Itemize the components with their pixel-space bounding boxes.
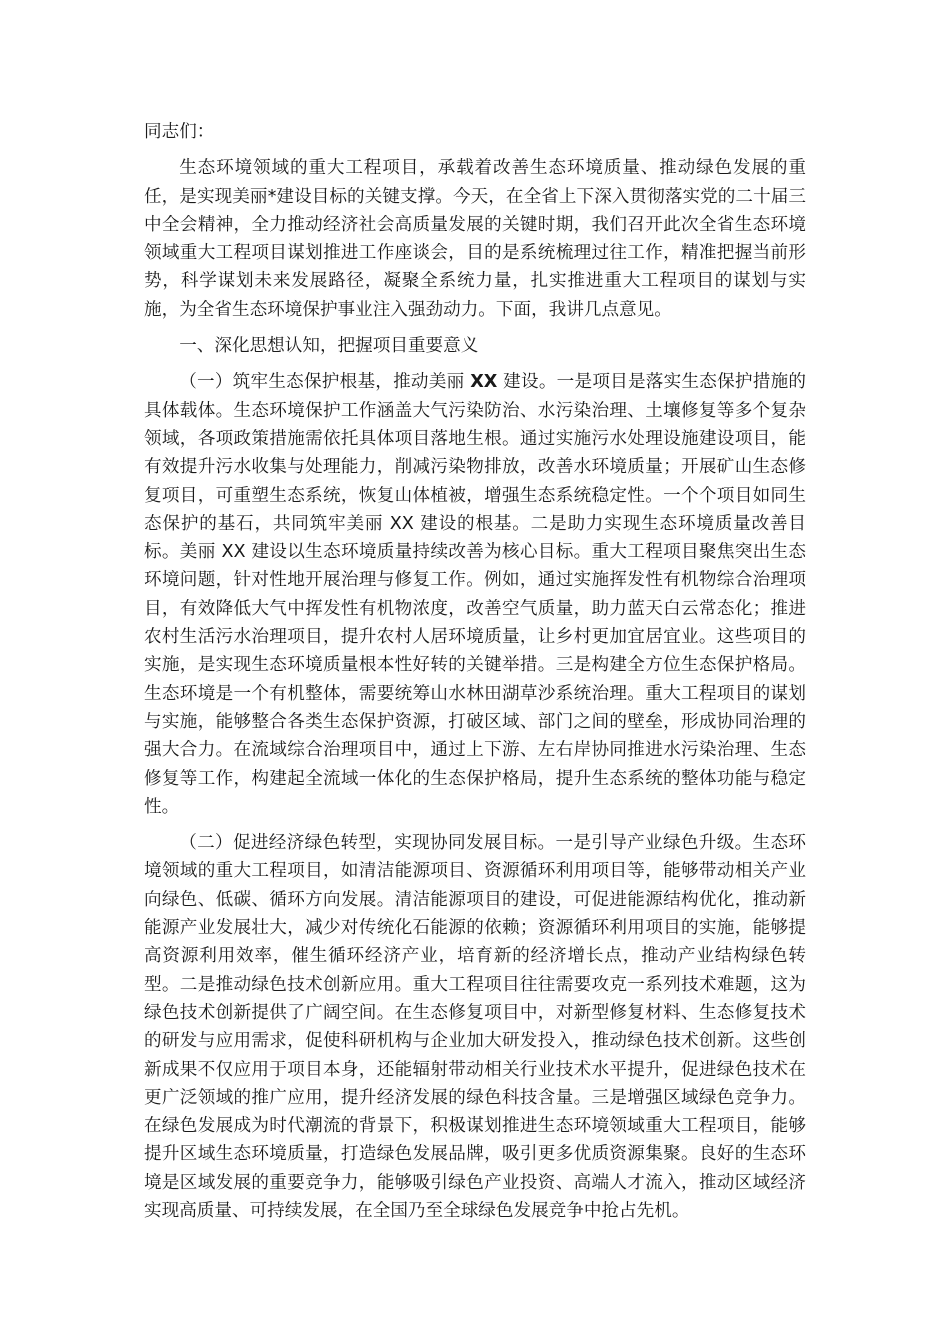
subsection-1-lead-bold: XX — [470, 372, 498, 393]
document-body — [144, 118, 806, 1233]
subsection-1-lead-after: 建设。 — [497, 372, 557, 393]
subsection-2-paragraph — [144, 829, 806, 1225]
subsection-1-lead-before: （一）筑牢生态保护根基，推动美丽 — [179, 372, 471, 393]
subsection-1-body: 一是项目是落实生态保护措施的具体载体。生态环境保护工作涵盖大气污染防治、水污染治理、土壤修复等多个复杂领域，各项政策措施需依托具体项目落地生根。通过实施污水处理设施建设项目，能有效提升污水收集与处理能力，削减污染物排放，改善水环境质量；开展矿山生态修复项目，可重塑生态系统，恢复山体植被，增强生态系统稳定性。一个个项目如同生态保护的基石，共同筑牢美丽 XX 建设的根基。二是助力实现生态环境质量改善目标。美丽 XX 建设以生态环境质量持续改善为核心目标。重大工程项目聚焦突出生态环境问题，针对性地开展治理与修复工作。例如，通过实施挥发性有机物综合治理项目，有效降低大气中挥发性有机物浓度，改善空气质量，助力蓝天白云常态化；推进农村生活污水治理项目，提升农村人居环境质量，让乡村更加宜居宜业。这些项目的实施，是实现生态环境质量根本性好转的关键举措。三是构建全方位生态保护格局。生态环境是一个有机整体，需要统筹山水林田湖草沙系统治理。重大工程项目的谋划与实施，能够整合各类生态保护资源，打破区域、部门之间的壁垒，形成协同治理的强大合力。在流域综合治理项目中，通过上下游、左右岸协同推进水污染治理、生态修复等工作，构建起全流域一体化的生态保护格局，提升生态系统的整体功能与稳定性。 — [144, 372, 806, 817]
subsection-2-lead: （二）促进经济绿色转型，实现协同发展目标。 — [179, 833, 556, 854]
subsection-1-paragraph — [144, 368, 806, 821]
section-heading-1: 一、深化思想认知，把握项目重要意义 — [179, 336, 479, 357]
salutation: 同志们： — [144, 122, 215, 142]
intro-paragraph: 生态环境领域的重大工程项目，承载着改善生态环境质量、推动绿色发展的重任，是实现美丽*建设目标的关键支撑。今天，在全省上下深入贯彻落实党的二十届三中全会精神，全力推动经济社会高质量发展的关键时期，我们召开此次全省生态环境领域重大工程项目谋划推进工作座谈会，目的是系统梳理过往工作，精准把握当前形势，科学谋划未来发展路径，凝聚全系统力量，扎实推进重大工程项目的谋划与实施，为全省生态环境保护事业注入强劲动力。下面，我讲几点意见。 — [144, 158, 806, 320]
subsection-2-body: 一是引导产业绿色升级。生态环境领域的重大工程项目，如清洁能源项目、资源循环利用项目等，能够带动相关产业向绿色、低碳、循环方向发展。清洁能源项目的建设，可促进能源结构优化，推动新能源产业发展壮大，减少对传统化石能源的依赖；资源循环利用项目的实施，能够提高资源利用效率，催生循环经济产业，培育新的经济增长点，推动产业结构绿色转型。二是推动绿色技术创新应用。重大工程项目往往需要攻克一系列技术难题，这为绿色技术创新提供了广阔空间。在生态修复项目中，对新型修复材料、生态修复技术的研发与应用需求，促使科研机构与企业加大研发投入，推动绿色技术创新。这些创新成果不仅应用于项目本身，还能辐射带动相关行业技术水平提升，促进绿色技术在更广泛领域的推广应用，提升经济发展的绿色科技含量。三是增强区域绿色竞争力。在绿色发展成为时代潮流的背景下，积极谋划推进生态环境领域重大工程项目，能够提升区域生态环境质量，打造绿色发展品牌，吸引更多优质资源集聚。良好的生态环境是区域发展的重要竞争力，能够吸引绿色产业投资、高端人才流入，推动区域经济实现高质量、可持续发展，在全国乃至全球绿色发展竞争中抢占先机。 — [144, 833, 806, 1221]
